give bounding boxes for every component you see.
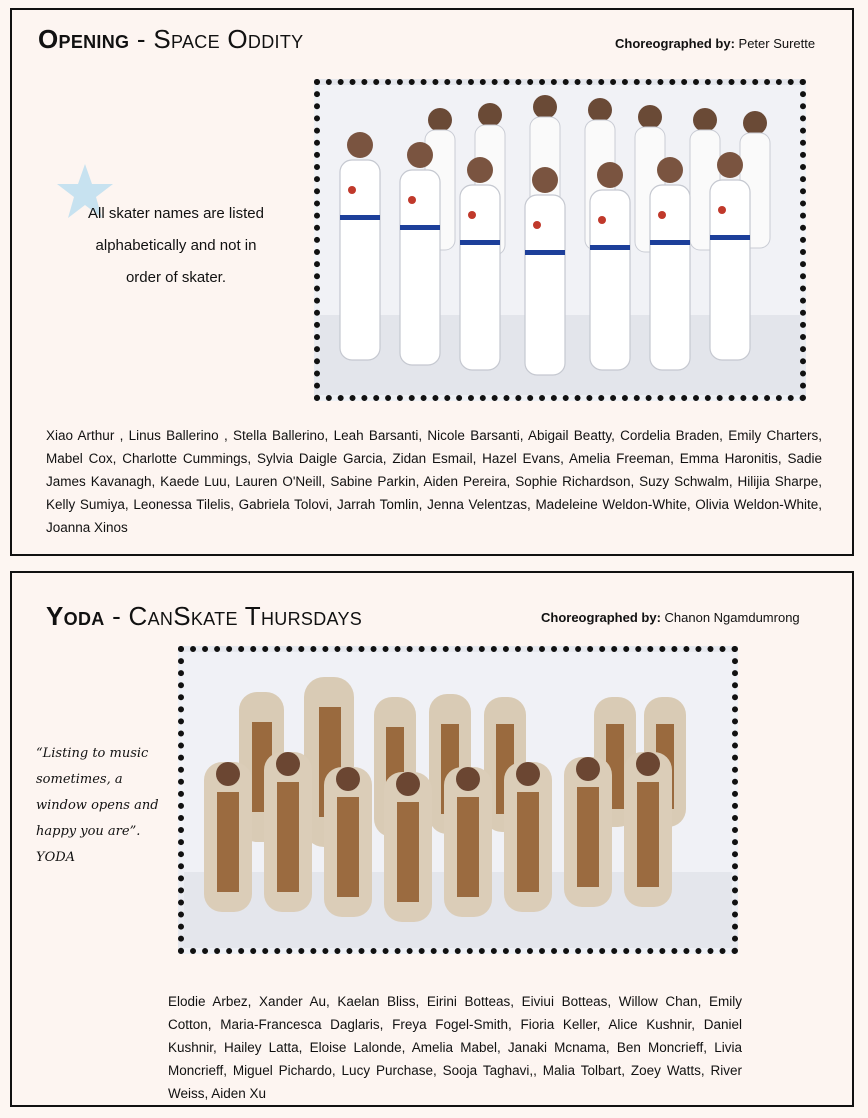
- section-title: Opening - Space Oddity: [38, 24, 304, 54]
- group-photo: [178, 646, 738, 954]
- astronaut-group-photo-icon: [320, 85, 800, 395]
- yoda-quote: “Listing to music sometimes, a window opens and happy you are”. YODA: [36, 746, 159, 865]
- skater-names: Elodie Arbez, Xander Au, Kaelan Bliss, Eirini Botteas, Eiviui Botteas, Willow Chan, Emily Cotton, Maria-Francesca Daglaris, Freya Fogel-Smith, Fioria Keller, Alice Kushnir, Daniel Kushnir, Hailey Latta, Eloise Lalonde, Amelia Mabel, Janaki Mcnama, Ben Moncrieff, Livia Moncrieff, Miguel Pichardo, Lucy Purchase, Sooja Taghavi,, Malia Tolbart, Zoey Watts, River Weiss, Aiden Xu: [168, 994, 742, 1101]
- alphabetical-note: All skater names are listed alphabetically and not in order of skater.: [88, 205, 264, 286]
- section-opening: [10, 8, 854, 556]
- group-photo: [314, 79, 806, 401]
- section-title: Yoda - CanSkate Thursdays: [46, 601, 363, 631]
- choreographer-credit: Choreographed by: Chanon Ngamdumrong: [541, 610, 800, 625]
- skater-names: Xiao Arthur , Linus Ballerino , Stella Ballerino, Leah Barsanti, Nicole Barsanti, Abigail Beatty, Cordelia Braden, Emily Charters, Mabel Cox, Charlotte Cummings, Sylvia Daigle Garcia, Zidan Esmail, Hazel Evans, Amelia Freeman, Emma Haronitis, Sadie James Kavanagh, Kaede Luu, Lauren O'Neill, Sabine Parkin, Aiden Pereira, Sophie Richardson, Suzy Schwalm, Hilijia Sharpe, Kelly Sumiya, Leonessa Tilelis, Gabriela Tolovi, Jarrah Tomlin, Jenna Velentzas, Madeleine Weldon-White, Olivia Weldon-White, Joanna Xinos: [46, 428, 822, 535]
- choreographer-credit: Choreographed by: Peter Surette: [615, 36, 816, 51]
- jedi-group-photo-icon: [184, 652, 732, 948]
- section-yoda: [10, 571, 854, 1107]
